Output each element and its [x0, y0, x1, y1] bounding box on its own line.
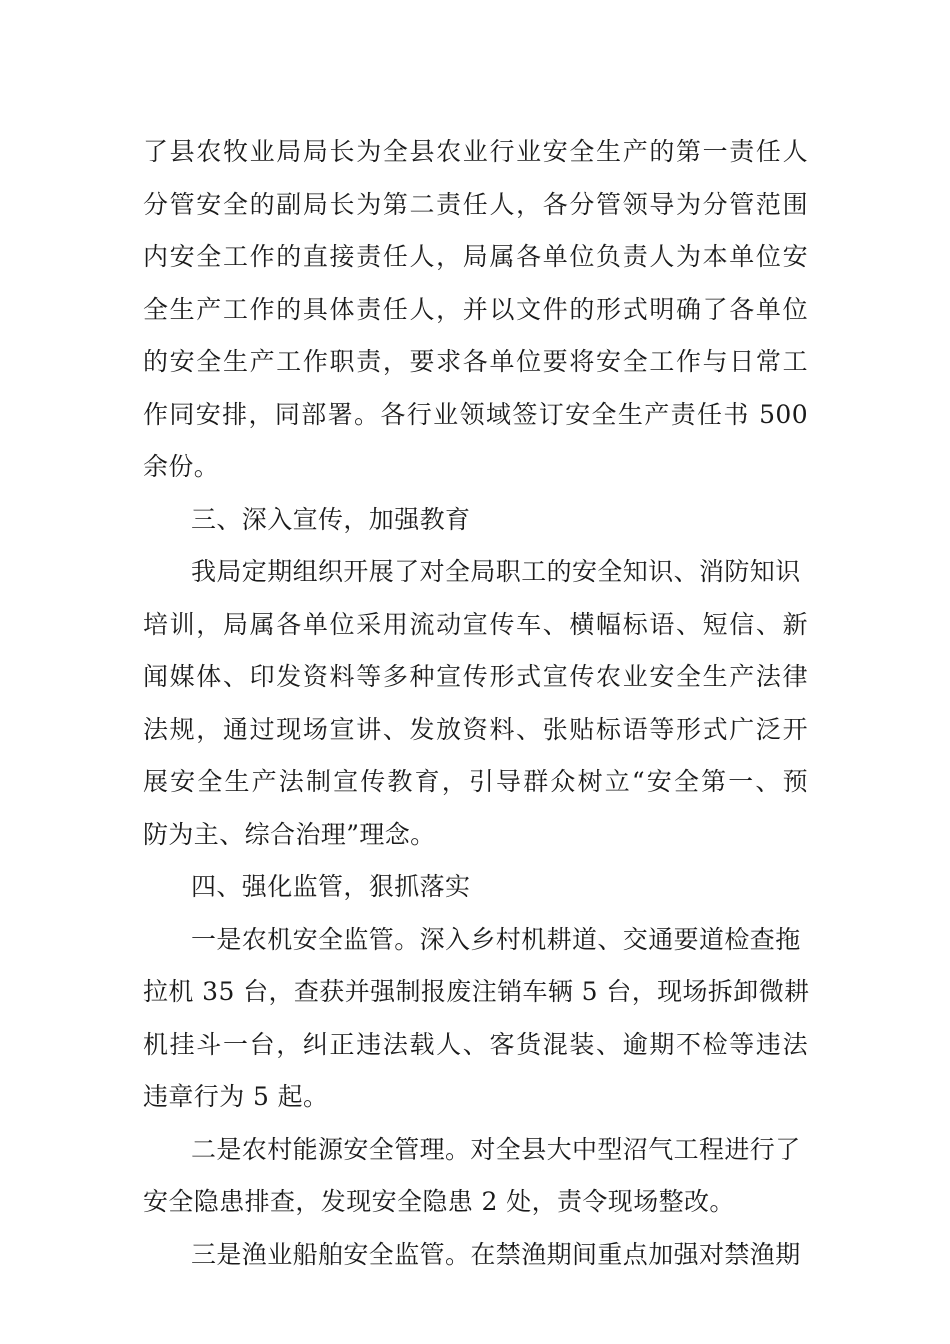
text-line: 我局定期组织开展了对全局职工的安全知识、消防知识	[191, 557, 801, 586]
text-line: 防为主、综合治理”理念。	[143, 819, 436, 849]
paragraph	[143, 126, 808, 494]
text-line: 分管安全的副局长为第二责任人，各分管领导为分管范围	[143, 189, 808, 219]
section-heading: 三、深入宣传，加强教育	[191, 504, 471, 534]
text-line: 展安全生产法制宣传教育，引导群众树立“安全第一、预	[143, 767, 808, 796]
text-line: 安全隐患排查，发现安全隐患 2 处，责令现场整改。	[143, 1187, 735, 1216]
text-line: 机挂斗一台，纠正违法载人、客货混装、逾期不检等违法	[143, 1029, 808, 1059]
text-line: 的安全生产工作职责，要求各单位要将安全工作与日常工	[143, 347, 808, 376]
paragraph	[143, 1124, 808, 1229]
document-body	[143, 126, 808, 1281]
text-line: 培训，局属各单位采用流动宣传车、横幅标语、短信、新	[143, 609, 808, 639]
text-line: 三是渔业船舶安全监管。在禁渔期间重点加强对禁渔期	[191, 1239, 801, 1269]
text-line: 二是农村能源安全管理。对全县大中型沼气工程进行了	[191, 1134, 801, 1164]
text-line: 作同安排，同部署。各行业领域签订安全生产责任书 500	[143, 399, 808, 429]
section-heading: 四、强化监管，狠抓落实	[191, 872, 471, 901]
paragraph	[143, 914, 808, 1124]
text-line: 余份。	[143, 452, 220, 481]
paragraph	[143, 546, 808, 861]
paragraph	[143, 1229, 808, 1282]
text-line: 违章行为 5 起。	[143, 1082, 329, 1111]
text-line: 法规，通过现场宣讲、发放资料、张贴标语等形式广泛开	[143, 714, 808, 744]
text-line: 全生产工作的具体责任人，并以文件的形式明确了各单位	[143, 294, 808, 324]
text-line: 闻媒体、印发资料等多种宣传形式宣传农业安全生产法律	[143, 662, 808, 691]
text-line: 一是农机安全监管。深入乡村机耕道、交通要道检查拖	[191, 924, 801, 954]
text-line: 内安全工作的直接责任人，局属各单位负责人为本单位安	[143, 242, 808, 271]
text-line: 了县农牧业局局长为全县农业行业安全生产的第一责任人	[143, 137, 808, 166]
text-line: 拉机 35 台，查获并强制报废注销车辆 5 台，现场拆卸微耕	[143, 977, 810, 1006]
